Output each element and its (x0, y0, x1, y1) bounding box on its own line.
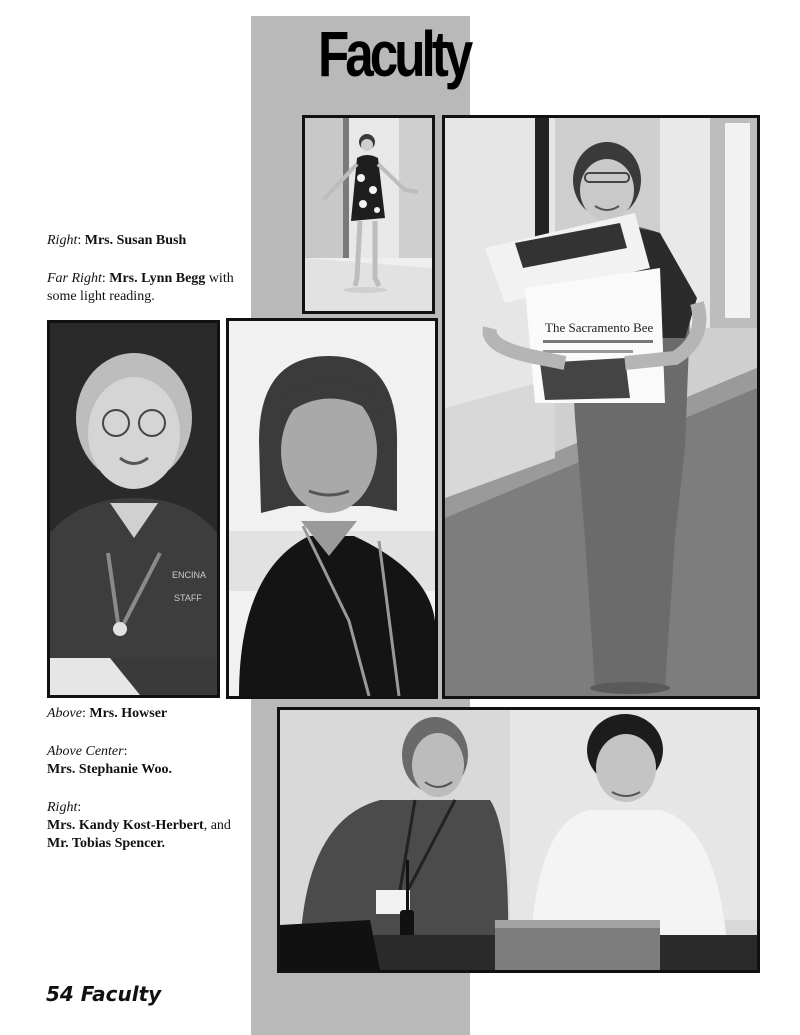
photo-lynn-begg (442, 115, 760, 699)
caption-stephanie-woo: Above Center: Mrs. Stephanie Woo. (47, 744, 172, 777)
caption-name: Mrs. Howser (89, 706, 168, 721)
caption-name: Mrs. Kandy Kost-Herbert (47, 818, 204, 833)
caption-direction: Right (47, 233, 78, 248)
caption-direction: Above Center (47, 744, 124, 759)
shirt-staff-text: STAFF (174, 593, 202, 603)
caption-name: Mrs. Stephanie Woo. (47, 762, 172, 777)
photo-susan-bush (302, 115, 435, 314)
caption-name: Mrs. Susan Bush (84, 233, 187, 248)
photo-kost-herbert-spencer (277, 707, 760, 973)
caption-name: Mrs. Lynn Begg (109, 271, 206, 286)
page-folio: 54 Faculty (46, 982, 162, 1006)
photo-mrs-howser (47, 320, 220, 698)
caption-lynn-begg: Far Right: Mrs. Lynn Begg with some light reading. (47, 271, 234, 304)
caption-name: Mr. Tobias Spencer. (47, 836, 165, 851)
photo-stephanie-woo (226, 318, 438, 699)
caption-direction: Far Right (47, 271, 102, 286)
caption-susan-bush: Right: Mrs. Susan Bush (47, 233, 187, 248)
caption-kost-herbert-spencer: Right: Mrs. Kandy Kost-Herbert, and Mr. Tobias Spencer. (47, 800, 231, 851)
newspaper-masthead: The Sacramento Bee (545, 320, 654, 335)
caption-direction: Right (47, 800, 78, 815)
caption-howser: Above: Mrs. Howser (47, 706, 168, 721)
caption-direction: Above (47, 706, 82, 721)
page-title: Faculty (318, 18, 470, 90)
shirt-logo-text: ENCINA (172, 570, 207, 580)
